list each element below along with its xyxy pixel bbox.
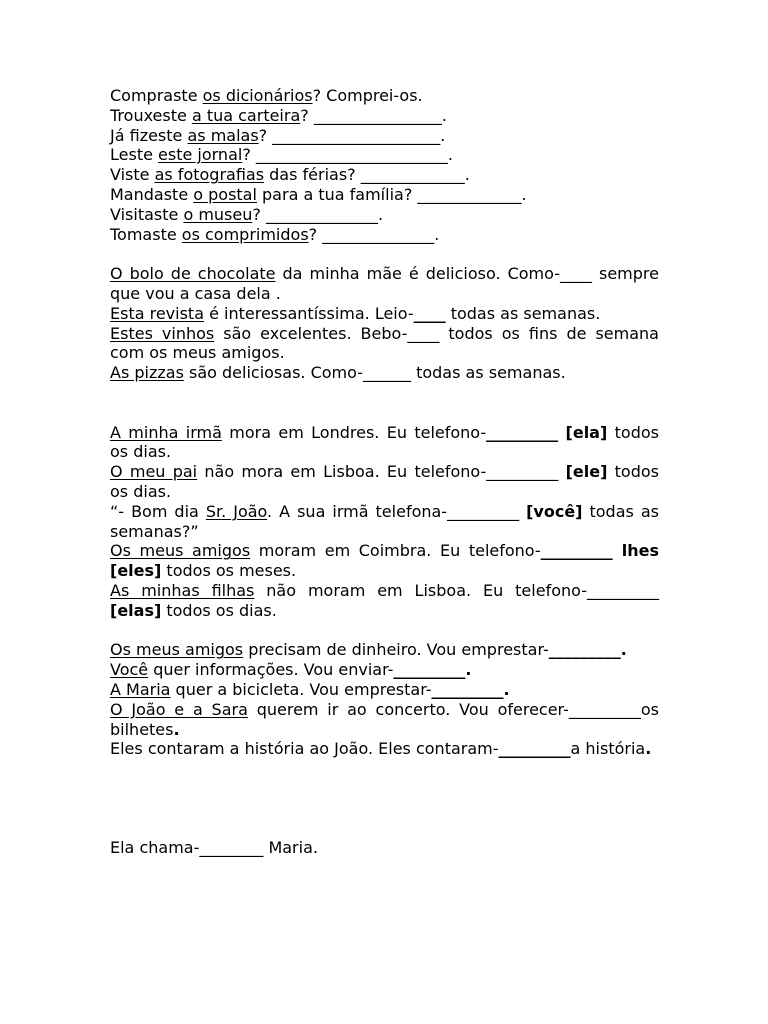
exercise-paragraph	[110, 264, 659, 304]
sentence-text: ? ________________________.	[242, 145, 453, 165]
answer-blank: _________	[498, 739, 571, 759]
answer-blank: ____	[413, 303, 446, 323]
final-exercise: Ela chama-________ Maria.	[110, 838, 318, 858]
section-2	[110, 264, 659, 383]
sentence-text: quer a bicicleta. Vou emprestar-	[170, 679, 432, 699]
answer-blank: .	[645, 739, 652, 759]
sentence-text: todas as semanas.	[445, 303, 601, 323]
sentence-text: “- Bom dia	[110, 501, 206, 521]
exercise-paragraph	[110, 363, 659, 383]
sentence-text: querem ir ao concerto. Vou oferecer-_________os bilhetes	[110, 699, 660, 739]
answer-blank: _________ lhes	[540, 541, 660, 561]
sentence-text: todos os meses.	[161, 561, 297, 581]
sentence-text: Eles contaram a história ao João. Eles contaram-	[110, 739, 499, 759]
exercise-line	[110, 185, 659, 205]
pronoun-hint: [eles]	[110, 561, 162, 581]
object-phrase: O João e a Sara	[110, 699, 248, 719]
object-phrase: este jornal	[158, 145, 243, 165]
sentence-text	[558, 423, 565, 442]
object-phrase: Você	[110, 660, 149, 680]
sentence-text: precisam de dinheiro. Vou emprestar-	[243, 640, 549, 660]
section-4	[110, 640, 659, 759]
object-phrase: A minha irmã	[110, 422, 222, 442]
sentence-text: são excelentes. Bebo-____ todos os fins de semana com os meus amigos.	[110, 323, 659, 363]
sentence-text: a história	[570, 739, 646, 759]
exercise-line	[110, 225, 659, 245]
exercise-line	[110, 86, 659, 106]
sentence-text: Tomaste	[110, 224, 182, 244]
worksheet	[110, 86, 659, 858]
exercise-paragraph	[110, 324, 659, 364]
exercise-paragraph	[110, 541, 659, 581]
object-phrase: As pizzas	[110, 363, 184, 383]
object-phrase: os dicionários	[202, 86, 313, 105]
exercise-paragraph	[110, 581, 659, 621]
object-phrase: Esta revista	[110, 303, 205, 323]
object-phrase: o museu	[183, 204, 253, 224]
exercise-line	[110, 145, 659, 165]
exercise-paragraph	[110, 700, 659, 740]
object-phrase: Estes vinhos	[110, 323, 215, 343]
sentence-text: é interessantíssima. Leio-	[204, 303, 414, 323]
object-phrase: os comprimidos	[181, 224, 309, 244]
object-phrase: O meu pai	[110, 462, 198, 482]
exercise-paragraph	[110, 304, 659, 324]
sentence-text: Visitaste	[110, 204, 184, 224]
exercise-paragraph	[110, 660, 659, 680]
sentence-text: moram em Coimbra. Eu telefono-	[250, 541, 541, 561]
sentence-text: ? ________________.	[300, 105, 447, 125]
sentence-text: não moram em Lisboa. Eu telefono-_________	[254, 580, 659, 600]
sentence-text: Compraste	[110, 86, 203, 105]
sentence-text: todas as semanas?”	[110, 501, 660, 541]
exercise-paragraph	[110, 640, 659, 660]
object-phrase: A Maria	[110, 679, 171, 699]
sentence-text: todos os dias.	[161, 600, 277, 620]
exercise-line	[110, 165, 659, 185]
exercise-paragraph	[110, 423, 659, 463]
exercise-line	[110, 126, 659, 146]
sentence-text: . A sua irmã telefona-_________	[267, 501, 527, 521]
answer-blank: _________.	[431, 679, 510, 699]
object-phrase: Os meus amigos	[110, 541, 251, 561]
object-phrase: As minhas filhas	[110, 580, 255, 600]
answer-blank: _________.	[393, 660, 472, 680]
object-phrase: Sr. João	[205, 501, 268, 521]
exercise-line	[110, 205, 659, 225]
sentence-text: não mora em Lisboa. Eu telefono-_________	[197, 462, 566, 482]
sentence-text: ? ______________.	[308, 224, 440, 244]
sentence-text: ? Comprei-os.	[312, 86, 423, 105]
sentence-text: são deliciosas. Como-______ todas as semanas.	[183, 363, 566, 383]
object-phrase: as fotografias	[154, 165, 265, 185]
sentence-text: ? _____________________.	[258, 125, 446, 145]
answer-blank: .	[173, 719, 180, 739]
exercise-paragraph	[110, 739, 659, 759]
exercise-line	[110, 106, 659, 126]
object-phrase: a tua carteira	[191, 105, 301, 125]
pronoun-hint: [você]	[526, 501, 583, 521]
pronoun-hint: [elas]	[110, 600, 162, 620]
pronoun-hint: [ela]	[565, 422, 608, 442]
section-3	[110, 423, 659, 621]
sentence-text: Trouxeste	[110, 105, 192, 125]
sentence-text: para a tua família? _____________.	[256, 184, 527, 204]
sentence-text: Já fizeste	[110, 125, 188, 145]
object-phrase: as malas	[187, 125, 259, 145]
sentence-text: Mandaste	[110, 184, 194, 204]
section-1	[110, 86, 659, 244]
sentence-text: das férias? _____________.	[264, 165, 470, 185]
object-phrase: O bolo de chocolate	[110, 264, 276, 284]
object-phrase: Os meus amigos	[110, 640, 244, 660]
sentence-text: todos os dias.	[110, 462, 659, 501]
answer-blank: _________.	[548, 640, 627, 660]
answer-blank: _________	[486, 422, 559, 442]
sentence-text: Leste	[110, 145, 159, 165]
sentence-text: ? ______________.	[252, 204, 384, 224]
object-phrase: o postal	[193, 184, 257, 204]
sentence-text: mora em Londres. Eu telefono-	[221, 422, 487, 442]
sentence-text: todos os dias.	[110, 422, 659, 462]
pronoun-hint: [ele]	[565, 462, 608, 482]
exercise-paragraph	[110, 680, 659, 700]
exercise-paragraph	[110, 462, 659, 502]
sentence-text: Viste	[110, 165, 155, 185]
sentence-text: da minha mãe é delicioso. Como-____ sempre que vou a casa dela .	[110, 264, 659, 303]
exercise-paragraph	[110, 502, 659, 542]
sentence-text: quer informações. Vou enviar-	[148, 660, 394, 680]
